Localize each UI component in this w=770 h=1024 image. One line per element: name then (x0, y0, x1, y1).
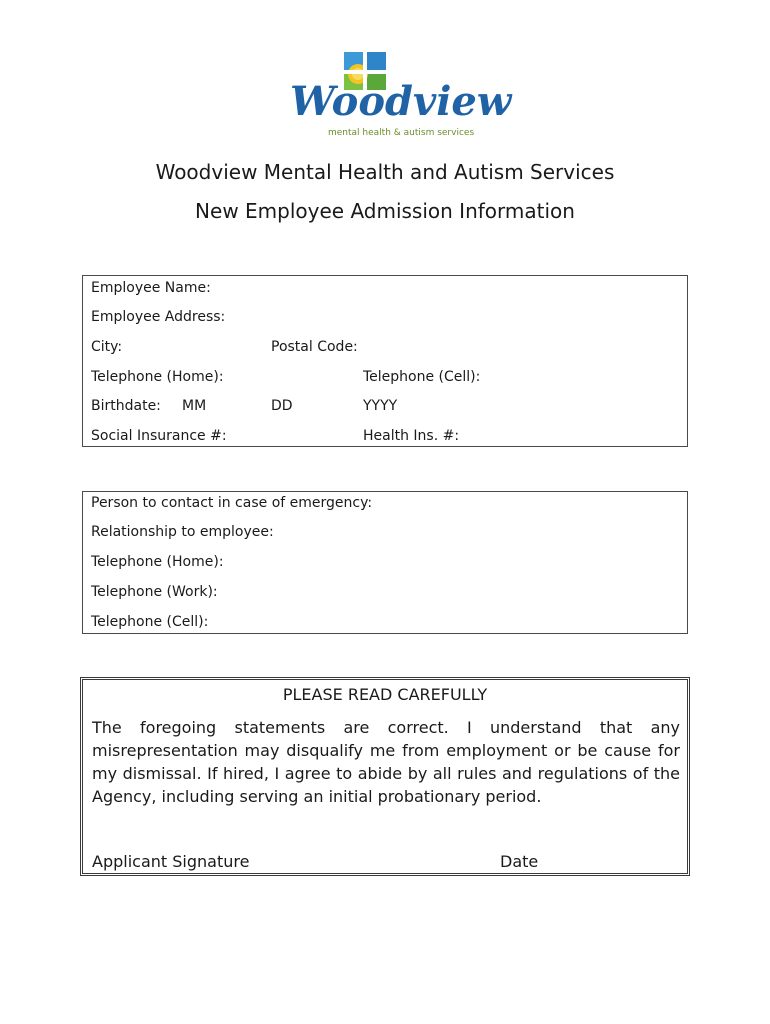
emergency-telephone-work-field[interactable]: Telephone (Work): (91, 584, 218, 600)
birthdate-label: Birthdate: (91, 398, 161, 414)
woodview-logo (288, 48, 512, 140)
health-insurance-field[interactable]: Health Ins. #: (363, 428, 460, 444)
birthdate-day-field[interactable]: DD (271, 398, 293, 414)
page-title: Woodview Mental Health and Autism Services (155, 160, 615, 184)
employee-name-field[interactable]: Employee Name: (91, 280, 211, 296)
logo-wordmark: Woodview (290, 78, 512, 125)
page-subtitle: New Employee Admission Information (195, 199, 575, 223)
employee-address-field[interactable]: Employee Address: (91, 309, 226, 325)
emergency-contact-field[interactable]: Person to contact in case of emergency: (91, 495, 373, 511)
emergency-telephone-cell-field[interactable]: Telephone (Cell): (91, 614, 209, 630)
social-insurance-field[interactable]: Social Insurance #: (91, 428, 227, 444)
emergency-telephone-home-field[interactable]: Telephone (Home): (91, 554, 224, 570)
birthdate-year-field[interactable]: YYYY (363, 398, 398, 414)
telephone-cell-field[interactable]: Telephone (Cell): (363, 369, 481, 385)
relationship-field[interactable]: Relationship to employee: (91, 524, 274, 540)
city-field[interactable]: City: (91, 339, 123, 355)
emergency-contact-box (82, 491, 688, 634)
telephone-home-field[interactable]: Telephone (Home): (91, 369, 224, 385)
date-field[interactable]: Date (500, 852, 539, 871)
declaration-statement: The foregoing statements are correct. I understand that any misrepresentation may disqualify me from employment or be cause for my dismissal. If hired, I agree to abide by all rules and regulations of the Agency, including serving an initial probationary period. (92, 718, 680, 806)
employee-info-box (82, 275, 688, 447)
declaration-heading: PLEASE READ CAREFULLY (282, 685, 488, 704)
birthdate-month-field[interactable]: MM (182, 398, 207, 414)
declaration-box (80, 677, 690, 876)
postal-code-field[interactable]: Postal Code: (271, 339, 358, 355)
logo-tagline: mental health & autism services (328, 128, 475, 138)
applicant-signature-field[interactable]: Applicant Signature (92, 852, 250, 871)
